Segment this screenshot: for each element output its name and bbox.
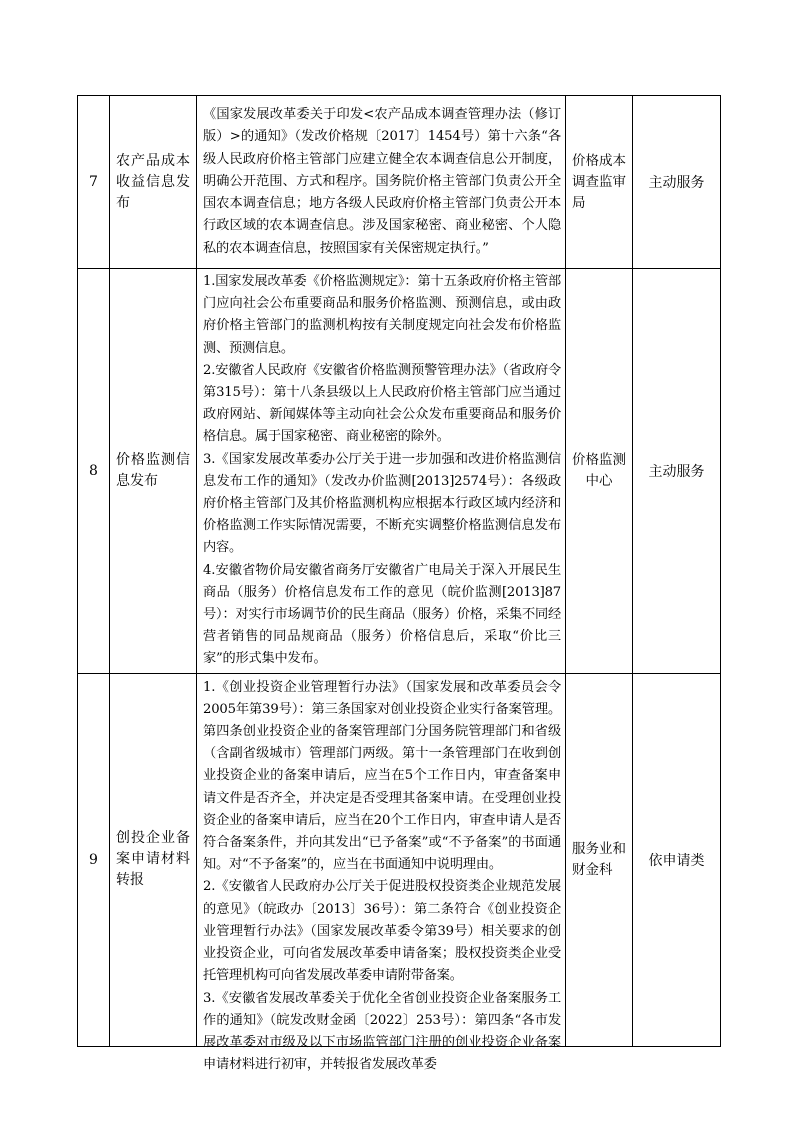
item-name: 农产品成本收益信息发布 [116,152,190,211]
legal-basis [197,269,565,673]
basis-paragraph: 2.《安徽省人民政府办公厅关于促进股权投资类企业规范发展的意见》（皖政办〔2013〕36号）：第二条符合《创业投资企业管理暂行办法》（国家发展改革委令第39号）相关要求的创业投资企业，可向省发展改革委申请备案；股权投资类企业受托管理机构可向省发展改革委申请附带备案。 [203,879,561,984]
basis-paragraph: 1.《创业投资企业管理暂行办法》（国家发展和改革委员会令2005年第39号）：第三条国家对创业投资企业实行备案管理。第四条创业投资企业的备案管理部门分国务院管理部门和省级（含副省级城市）管理部门两级。第十一条管理部门在收到创业投资企业的备案申请后，应当在5个工作日内，审查备案申请文件是否齐全，并决定是否受理其备案申请。在受理创业投资企业的备案申请后，应当在20个工作日内，审查申请人是否符合备案条件，并向其发出“已予备案”或“不予备案”的书面通知。对“不予备案”的，应当在书面通知中说明理由。 [203,679,561,873]
row-number: 8 [78,269,110,674]
item-name: 价格监测信息发布 [116,451,190,489]
service-type: 主动服务 [633,96,721,269]
legal-basis [197,102,565,261]
table-row [78,673,721,1046]
basis-paragraph: 4.安徽省物价局安徽省商务厅安徽省广电局关于深入开展民生商品（服务）价格信息发布工作的意见（皖价监测[2013]87号）：对实行市场调节价的民生商品（服务）价格，采集不同经营者销售的同品规商品（服务）价格信息后，采取“价比三家”的形式集中发布。 [203,562,561,667]
table-row [78,96,721,269]
responsible-department: 价格成本调查监审局 [572,152,626,211]
basis-paragraph: 《国家发展改革委关于印发<农产品成本调查管理办法（修订版）>的通知》（发改价格规〔2017〕1454号）第十六条“各级人民政府价格主管部门应建立健全农本调查信息公开制度，明确公开范围、方式和程序。国务院价格主管部门负责公开全国农本调查信息；地方各级人民政府价格主管部门负责公开本行政区域的农本调查信息。涉及国家秘密、商业秘密、个人隐私的农本调查信息，按照国家有关保密规定执行。” [203,107,561,256]
basis-paragraph: 1.国家发展改革委《价格监测规定》：第十五条政府价格主管部门应向社会公布重要商品和服务价格监测、预测信息，或由政府价格主管部门的监测机构按有关制度规定向社会发布价格监测、预测信息。 [203,274,561,356]
basis-paragraph: 2.安徽省人民政府《安徽省价格监测预警管理办法》（省政府令第315号）：第十八条县级以上人民政府价格主管部门应当通过政府网站、新闻媒体等主动向社会公众发布重要商品和服务价格信息。属于国家秘密、商业秘密的除外。 [203,362,561,445]
legal-basis [197,674,565,1073]
service-table [77,95,721,1073]
table-row [78,269,721,674]
row-number: 7 [78,96,110,269]
responsible-department: 服务业和财金科 [572,840,626,878]
responsible-department: 价格监测中心 [572,451,626,489]
item-name: 创投企业备案申请材料转报 [116,830,190,889]
basis-paragraph: 3.《安徽省发展改革委关于优化全省创业投资企业备案服务工作的通知》（皖发改财金函〔2022〕253号）：第四条“各市发展改革委对市级及以下市场监管部门注册的创业投资企业备案申请材料进行初审，并转报省发展改革委 [203,990,561,1073]
row-number: 9 [78,673,110,1046]
service-type: 依申请类 [633,673,721,1046]
basis-paragraph: 3.《国家发展改革委办公厅关于进一步加强和改进价格监测信息发布工作的通知》（发改办价监测[2013]2574号）：各级政府价格主管部门及其价格监测机构应根据本行政区域内经济和价格监测工作实际情况需要，不断充实调整价格监测信息发布内容。 [203,451,561,556]
service-type: 主动服务 [633,269,721,674]
